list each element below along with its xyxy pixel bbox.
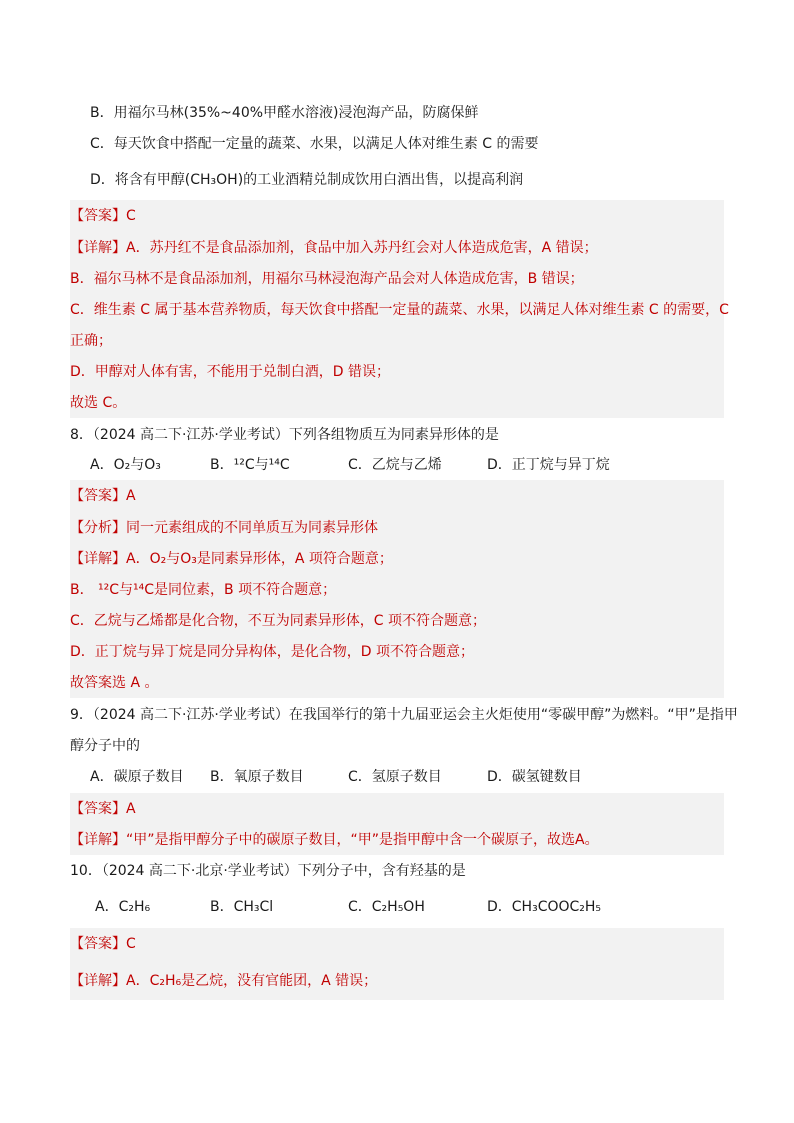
q7-detail-a: 【详解】A．苏丹红不是食品添加剂，食品中加入苏丹红会对人体造成危害，A 错误； <box>70 240 598 256</box>
q9-stem-line2: 醇分子中的 <box>70 738 140 754</box>
q10-stem: 10．（2024 高二下·北京·学业考试）下列分子中，含有羟基的是 <box>70 863 466 879</box>
q8-detail-b: B． ¹²C与¹⁴C是同位素，B 项不符合题意； <box>70 582 337 598</box>
q7-detail-d: D．甲醇对人体有害，不能用于兑制白酒，D 错误； <box>70 364 391 380</box>
q9-answer: 【答案】A <box>70 801 136 817</box>
q7-detail-c2: 正确； <box>70 333 112 349</box>
q10-option-d: D．CH₃COOC₂H₅ <box>487 899 602 915</box>
q9-option-b: B．氧原子数目 <box>210 769 304 785</box>
q10-option-a: A．C₂H₆ <box>95 899 151 915</box>
q10-option-c: C．C₂H₅OH <box>348 899 425 915</box>
q9-option-d: D．碳氢键数目 <box>487 769 582 785</box>
q8-final: 故答案选 A 。 <box>70 675 159 691</box>
q8-option-c: C．乙烷与乙烯 <box>348 457 442 473</box>
q7-answer: 【答案】C <box>70 208 136 224</box>
q7-option-d-post: )的工业酒精兑制成饮用白酒出售，以提高利润 <box>237 172 524 188</box>
q7-option-d-formula: CH₃OH <box>190 172 238 188</box>
q8-answer: 【答案】A <box>70 488 136 504</box>
q10-option-b: B．CH₃Cl <box>210 899 274 915</box>
q9-option-a: A．碳原子数目 <box>90 769 184 785</box>
q7-final: 故选 C。 <box>70 395 127 411</box>
q9-option-c: C．氢原子数目 <box>348 769 442 785</box>
q8-option-a: A．O₂与O₃ <box>90 457 161 473</box>
q7-option-b: B．用福尔马林(35%~40%甲醛水溶液)浸泡海产品，防腐保鲜 <box>90 105 479 121</box>
q7-option-c: C．每天饮食中搭配一定量的蔬菜、水果，以满足人体对维生素 C 的需要 <box>90 136 539 152</box>
q8-detail-c: C．乙烷与乙烯都是化合物，不互为同素异形体，C 项不符合题意； <box>70 613 486 629</box>
q7-option-d <box>90 170 523 190</box>
q7-detail-b: B．福尔马林不是食品添加剂，用福尔马林浸泡海产品会对人体造成危害，B 错误； <box>70 271 584 287</box>
q9-detail: 【详解】“甲”是指甲醇分子中的碳原子数目，“甲”是指甲醇中含一个碳原子，故选A。 <box>70 832 599 848</box>
q8-analysis: 【分析】同一元素组成的不同单质互为同素异形体 <box>70 520 378 536</box>
q8-option-d: D．正丁烷与异丁烷 <box>487 457 610 473</box>
q8-detail-d: D．正丁烷与异丁烷是同分异构体，是化合物，D 项不符合题意； <box>70 644 475 660</box>
q8-option-b: B．¹²C与¹⁴C <box>210 457 290 473</box>
q7-option-d-pre: D．将含有甲醇( <box>90 172 191 188</box>
q10-detail: 【详解】A．C₂H₆是乙烷，没有官能团，A 错误； <box>70 973 378 989</box>
q10-answer: 【答案】C <box>70 936 136 952</box>
q9-stem-line1: 9．（2024 高二下·江苏·学业考试）在我国举行的第十九届亚运会主火炬使用“零碳甲醇”为燃料。“甲”是指甲 <box>70 707 738 723</box>
q8-stem: 8．（2024 高二下·江苏·学业考试）下列各组物质互为同素异形体的是 <box>70 427 499 443</box>
q7-detail-c1: C．维生素 C 属于基本营养物质，每天饮食中搭配一定量的蔬菜、水果，以满足人体对维生素 C 的需要，C <box>70 302 729 318</box>
q8-detail-a: 【详解】A．O₂与O₃是同素异形体，A 项符合题意； <box>70 551 393 567</box>
